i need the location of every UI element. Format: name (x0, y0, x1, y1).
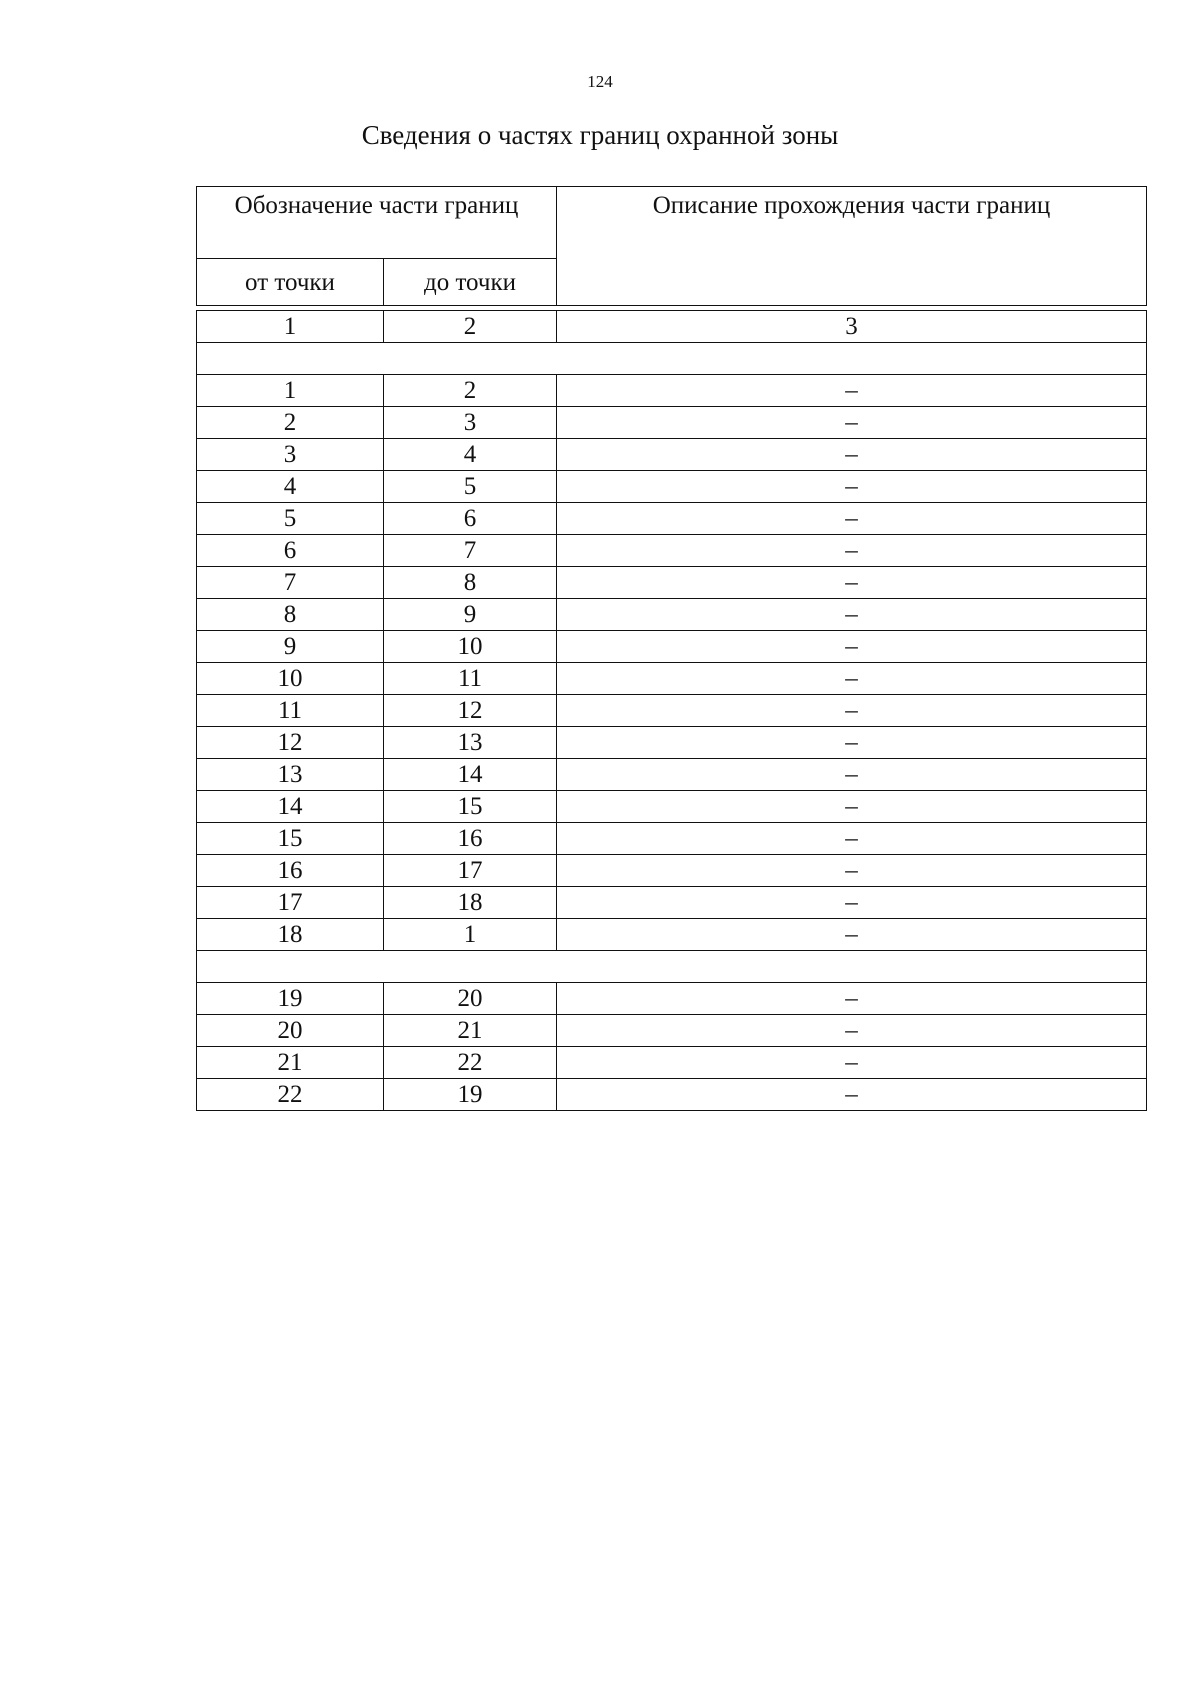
header-description: Описание прохождения части границ (557, 187, 1147, 306)
table-row (197, 375, 1147, 407)
description-cell: – (557, 631, 1147, 663)
header-designation: Обозначение части границ (197, 187, 557, 259)
to-point-cell: 10 (384, 631, 557, 663)
to-point-cell: 16 (384, 823, 557, 855)
description-cell: – (557, 1047, 1147, 1079)
to-point-cell: 13 (384, 727, 557, 759)
to-point-cell: 15 (384, 791, 557, 823)
from-point-cell: 18 (197, 919, 384, 951)
to-point-cell: 9 (384, 599, 557, 631)
group-label (197, 343, 1147, 375)
description-cell: – (557, 599, 1147, 631)
from-point-cell: 16 (197, 855, 384, 887)
header-from-point: от точки (197, 259, 384, 306)
table-row (197, 727, 1147, 759)
header-to-point: до точки (384, 259, 557, 306)
to-point-cell: 2 (384, 375, 557, 407)
description-cell: – (557, 407, 1147, 439)
table-row (197, 567, 1147, 599)
from-point-cell: 6 (197, 535, 384, 567)
table-row (197, 1047, 1147, 1079)
from-point-cell: 3 (197, 439, 384, 471)
description-cell: – (557, 471, 1147, 503)
table-row (197, 1015, 1147, 1047)
description-cell: – (557, 887, 1147, 919)
from-point-cell: 11 (197, 695, 384, 727)
description-cell: – (557, 535, 1147, 567)
from-point-cell: 14 (197, 791, 384, 823)
table-row (197, 663, 1147, 695)
description-cell: – (557, 375, 1147, 407)
from-point-cell: 19 (197, 983, 384, 1015)
from-point-cell: 17 (197, 887, 384, 919)
table-row (197, 855, 1147, 887)
description-cell: – (557, 727, 1147, 759)
from-point-cell: 20 (197, 1015, 384, 1047)
column-number-row (197, 311, 1147, 343)
column-number-2: 2 (384, 311, 557, 343)
from-point-cell: 21 (197, 1047, 384, 1079)
table-row (197, 887, 1147, 919)
table-row (197, 439, 1147, 471)
description-cell: – (557, 439, 1147, 471)
boundary-parts-table-wrapper (196, 186, 1146, 1111)
column-number-3: 3 (557, 311, 1147, 343)
to-point-cell: 11 (384, 663, 557, 695)
description-cell: – (557, 695, 1147, 727)
table-row (197, 631, 1147, 663)
from-point-cell: 9 (197, 631, 384, 663)
description-cell: – (557, 919, 1147, 951)
description-cell: – (557, 503, 1147, 535)
description-cell: – (557, 791, 1147, 823)
to-point-cell: 8 (384, 567, 557, 599)
group-label (197, 951, 1147, 983)
description-cell: – (557, 759, 1147, 791)
table-row (197, 791, 1147, 823)
from-point-cell: 15 (197, 823, 384, 855)
table-row (197, 695, 1147, 727)
to-point-cell: 1 (384, 919, 557, 951)
table-row (197, 535, 1147, 567)
to-point-cell: 19 (384, 1079, 557, 1111)
to-point-cell: 7 (384, 535, 557, 567)
group-separator-row (197, 343, 1147, 375)
to-point-cell: 20 (384, 983, 557, 1015)
group-separator-row (197, 951, 1147, 983)
description-cell: – (557, 983, 1147, 1015)
description-cell: – (557, 663, 1147, 695)
table-row (197, 407, 1147, 439)
description-cell: – (557, 1079, 1147, 1111)
from-point-cell: 22 (197, 1079, 384, 1111)
document-title: Сведения о частях границ охранной зоны (361, 120, 839, 150)
to-point-cell: 14 (384, 759, 557, 791)
from-point-cell: 13 (197, 759, 384, 791)
column-number-1: 1 (197, 311, 384, 343)
from-point-cell: 8 (197, 599, 384, 631)
table-row (197, 503, 1147, 535)
from-point-cell: 1 (197, 375, 384, 407)
table-row (197, 823, 1147, 855)
to-point-cell: 21 (384, 1015, 557, 1047)
to-point-cell: 22 (384, 1047, 557, 1079)
table-row (197, 983, 1147, 1015)
boundary-parts-table (196, 186, 1147, 1111)
to-point-cell: 5 (384, 471, 557, 503)
table-row (197, 759, 1147, 791)
description-cell: – (557, 1015, 1147, 1047)
to-point-cell: 3 (384, 407, 557, 439)
table-row (197, 919, 1147, 951)
to-point-cell: 6 (384, 503, 557, 535)
from-point-cell: 12 (197, 727, 384, 759)
page-number: 124 (587, 72, 613, 91)
from-point-cell: 10 (197, 663, 384, 695)
from-point-cell: 4 (197, 471, 384, 503)
to-point-cell: 12 (384, 695, 557, 727)
to-point-cell: 18 (384, 887, 557, 919)
from-point-cell: 5 (197, 503, 384, 535)
header-row-top (197, 187, 1147, 259)
table-row (197, 1079, 1147, 1111)
description-cell: – (557, 855, 1147, 887)
to-point-cell: 4 (384, 439, 557, 471)
table-row (197, 599, 1147, 631)
description-cell: – (557, 567, 1147, 599)
table-row (197, 471, 1147, 503)
from-point-cell: 2 (197, 407, 384, 439)
from-point-cell: 7 (197, 567, 384, 599)
description-cell: – (557, 823, 1147, 855)
to-point-cell: 17 (384, 855, 557, 887)
